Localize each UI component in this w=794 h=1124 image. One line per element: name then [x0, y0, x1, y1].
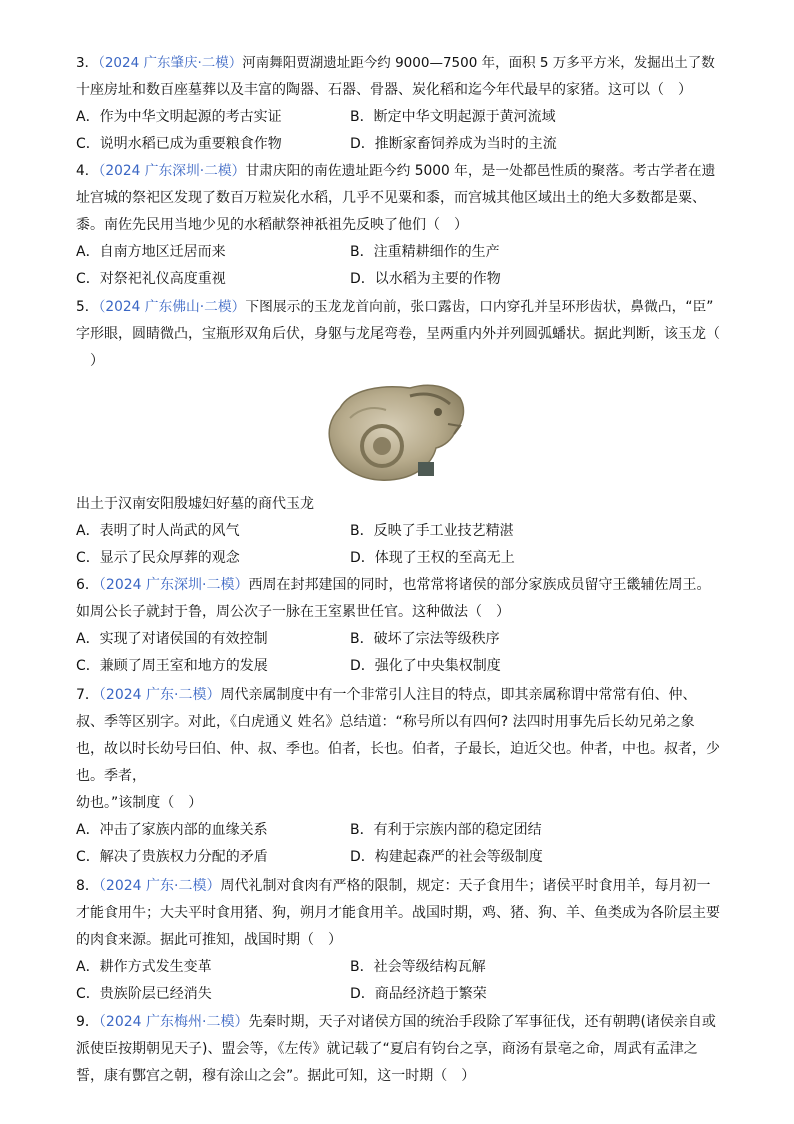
question-line: 8．（2024 广东·二模）周代礼制对食肉有严格的限制，规定：天子食用牛；诸侯平时食用羊，每月初一: [76, 878, 711, 894]
option-a[interactable]: A．实现了对诸侯国的有效控制: [76, 631, 268, 647]
question-source: （2024 广东佛山·二模）: [98, 299, 246, 315]
question-line: 叔、季等区别字。对此，《白虎通义 姓名》总结道：“称号所以有四何? 法四时用事先后长幼兄弟之象: [76, 714, 695, 730]
options-row: [76, 239, 720, 266]
option-d[interactable]: D．体现了王权的至高无上: [350, 550, 515, 566]
question-5: [76, 294, 720, 375]
question-source: （2024 广东·二模）: [98, 878, 221, 894]
question-line: 字形眼，圆睛微凸，宝瓶形双角后伏，身躯与龙尾弯卷，呈两重内外并列圆弧蟠状。据此判断，该玉龙（: [76, 326, 720, 342]
option-c[interactable]: C．对祭祀礼仪高度重视: [76, 271, 226, 287]
jade-dragon-photo: [320, 378, 470, 488]
question-number: 9．: [76, 1014, 99, 1030]
question-line: 誓，康有酆宫之朝，穆有涂山之会”。据此可知，这一时期（ ）: [76, 1068, 476, 1084]
question-line: 十座房址和数百座墓葬以及丰富的陶器、石器、骨器、炭化稻和迄今年代最早的家猪。这可以（ ）: [76, 82, 692, 98]
question-line: ）: [76, 353, 104, 369]
option-d[interactable]: D．推断家畜饲养成为当时的主流: [350, 136, 557, 152]
question-number: 8．: [76, 878, 99, 894]
question-line: 派使臣按期朝见天子)、盟会等，《左传》就记载了“夏启有钧台之享，商汤有景亳之命，周武有孟津之: [76, 1041, 698, 1057]
question-line: 黍。南佐先民用当地少见的水稻献祭神祇祖先反映了他们（ ）: [76, 217, 468, 233]
question-number: 3．: [76, 55, 99, 71]
options-row: [76, 653, 720, 680]
option-c[interactable]: C．兼顾了周王室和地方的发展: [76, 658, 268, 674]
option-d[interactable]: D．以水稻为主要的作物: [350, 271, 501, 287]
question-line: 3．（2024 广东肇庆·二模）河南舞阳贾湖遗址距今约 9000—7500 年，面积 5 万多平方米，发掘出土了数: [76, 55, 715, 71]
question-line: 6．（2024 广东深圳·二模）西周在封邦建国的同时，也常常将诸侯的部分家族成员留守王畿辅佐周王。: [76, 577, 711, 593]
option-a[interactable]: A．耕作方式发生变革: [76, 959, 212, 975]
options-row: [76, 954, 720, 981]
option-c[interactable]: C．显示了民众厚葬的观念: [76, 550, 240, 566]
option-b[interactable]: B．注重精耕细作的生产: [350, 244, 500, 260]
question-3: [76, 50, 720, 158]
question-line: 5．（2024 广东佛山·二模）下图展示的玉龙龙首向前，张口露齿，口内穿孔并呈环形齿状，鼻微凸，“臣”: [76, 299, 714, 315]
question-source: （2024 广东深圳·二模）: [98, 163, 246, 179]
question-7: [76, 682, 720, 871]
option-c[interactable]: C．解决了贵族权力分配的矛盾: [76, 849, 268, 865]
question-number: 5．: [76, 299, 99, 315]
question-source: （2024 广东深圳·二模）: [98, 577, 249, 593]
option-b[interactable]: B．断定中华文明起源于黄河流域: [350, 109, 556, 125]
question-line: 才能食用牛；大夫平时食用猪、狗，朔月才能食用羊。战国时期，鸡、猪、狗、羊、鱼类成为各阶层主要: [76, 905, 720, 921]
option-b[interactable]: B．社会等级结构瓦解: [350, 959, 486, 975]
question-number: 7．: [76, 687, 99, 703]
question-line: 也。季者，: [76, 768, 146, 784]
option-d[interactable]: D．构建起森严的社会等级制度: [350, 849, 543, 865]
option-a[interactable]: A．冲击了家族内部的血缘关系: [76, 822, 268, 838]
question-line: 址宫城的祭祀区发现了数百万粒炭化水稻，几乎不见粟和黍，而宫城其他区域出土的绝大多数都是粟、: [76, 190, 706, 206]
option-a[interactable]: A．自南方地区迁居而来: [76, 244, 226, 260]
options-row: [76, 817, 720, 844]
question-8: [76, 873, 720, 1008]
question-6: [76, 572, 720, 680]
options-row: [76, 844, 720, 871]
option-a[interactable]: A．作为中华文明起源的考古实证: [76, 109, 282, 125]
option-a[interactable]: A．表明了时人尚武的风气: [76, 523, 240, 539]
question-line: 也，故以时长幼号曰伯、仲、叔、季也。伯者，长也。伯者，子最长，迫近父也。仲者，中也。叔者，少: [76, 741, 720, 757]
options-row: [76, 626, 720, 653]
option-c[interactable]: C．说明水稻已成为重要粮食作物: [76, 136, 282, 152]
question-line: 9．（2024 广东梅州·二模）先秦时期，天子对诸侯方国的统治手段除了军事征伐，还有朝聘(诸侯亲自或: [76, 1014, 716, 1030]
options-row: [76, 104, 720, 131]
option-d[interactable]: D．商品经济趋于繁荣: [350, 986, 487, 1002]
question-5-options: [76, 518, 720, 572]
question-source: （2024 广东梅州·二模）: [98, 1014, 249, 1030]
options-row: [76, 266, 720, 293]
question-number: 4．: [76, 163, 99, 179]
question-source: （2024 广东·二模）: [98, 687, 221, 703]
options-row: [76, 981, 720, 1008]
question-source: （2024 广东肇庆·二模）: [98, 55, 243, 71]
options-row: [76, 131, 720, 158]
image-caption: 出土于汉南安阳殷墟妇好墓的商代玉龙: [76, 496, 314, 512]
option-d[interactable]: D．强化了中央集权制度: [350, 658, 501, 674]
option-b[interactable]: B．反映了手工业技艺精湛: [350, 523, 514, 539]
question-line: 幼也。”该制度（ ）: [76, 795, 203, 811]
question-line: 4．（2024 广东深圳·二模）甘肃庆阳的南佐遗址距今约 5000 年，是一处都邑性质的聚落。考古学者在遗: [76, 163, 716, 179]
question-line: 的肉食来源。据此可推知，战国时期（ ）: [76, 932, 342, 948]
question-9: [76, 1009, 720, 1090]
option-c[interactable]: C．贵族阶层已经消失: [76, 986, 212, 1002]
options-row: [76, 518, 720, 545]
question-number: 6．: [76, 577, 99, 593]
question-line: 7．（2024 广东·二模）周代亲属制度中有一个非常引人注目的特点，即其亲属称谓中常常有伯、仲、: [76, 687, 697, 703]
options-row: [76, 545, 720, 572]
question-4: [76, 158, 720, 293]
option-b[interactable]: B．破坏了宗法等级秩序: [350, 631, 500, 647]
question-line: 如周公长子就封于鲁，周公次子一脉在王室累世任官。这种做法（ ）: [76, 604, 510, 620]
option-b[interactable]: B．有利于宗族内部的稳定团结: [350, 822, 542, 838]
